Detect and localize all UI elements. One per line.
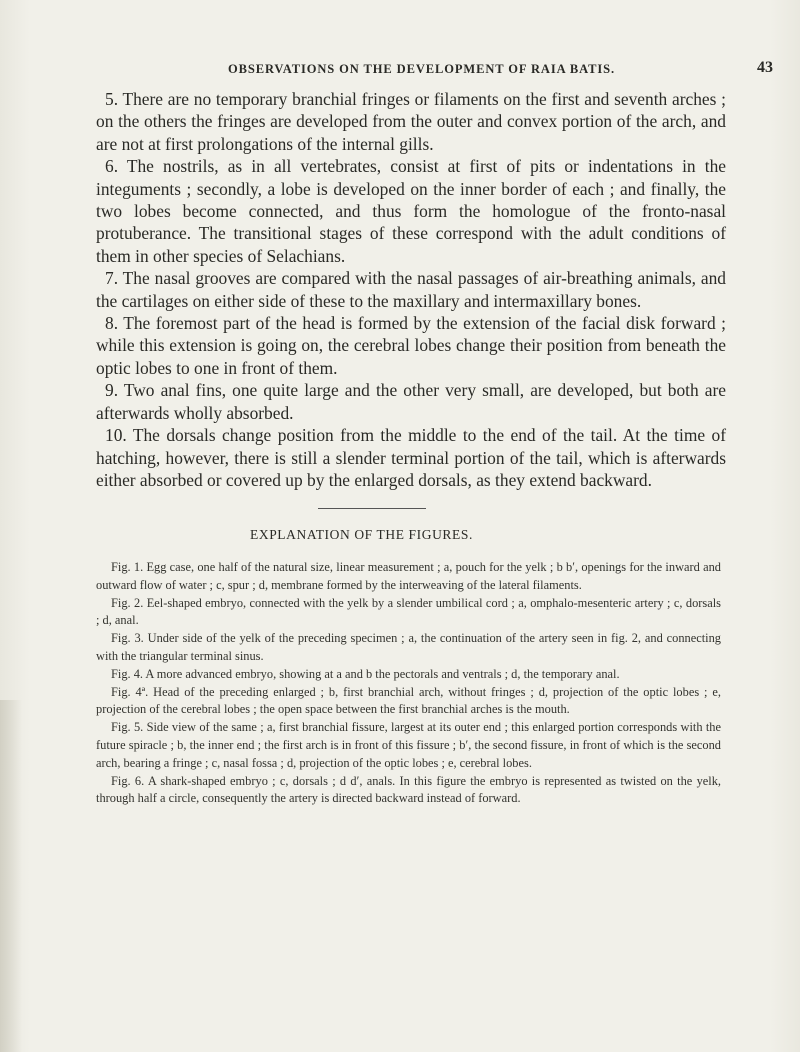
page-number: 43: [757, 59, 773, 76]
caption-fig-5: Fig. 5. Side view of the same ; a, first branchial fissure, largest at its outer end ; this enlarged portion corresponds with the future spiracle ; b, the inner end ; the first arch is in front of this fissure ; b′, the second fissure, in front of which is the second arch, bearing a fringe ; c, nasal fossa ; d, projection of the optic lobes ; e, cerebral lobes.: [96, 720, 721, 770]
running-head: OBSERVATIONS ON THE DEVELOPMENT OF RAIA BATIS.: [228, 62, 615, 76]
caption-fig-4: Fig. 4. A more advanced embryo, showing at a and b the pectorals and ventrals ; d, the temporary anal.: [111, 666, 620, 681]
caption-fig-4a: Fig. 4ª. Head of the preceding enlarged ; b, first branchial arch, without fringes ; d, projection of the optic lobes ; e, projection of the cerebral lobes ; the open space between the first branchial arches is the mouth.: [96, 684, 721, 717]
caption-fig-3: Fig. 3. Under side of the yelk of the preceding specimen ; a, the continuation of the artery seen in fig. 2, and connecting with the triangular terminal sinus.: [96, 631, 721, 663]
paragraph-7: 7. The nasal grooves are compared with the nasal passages of air-breathing animals, and the cartilages on either side of these to the maxillary and intermaxillary bones.: [96, 268, 726, 311]
page-header: [0, 59, 800, 82]
caption-fig-6: Fig. 6. A shark-shaped embryo ; c, dorsals ; d d′, anals. In this figure the embryo is represented as twisted on the yelk, through half a circle, consequently the artery is directed backward instead of forward.: [96, 773, 721, 806]
paragraph-8: 8. The foremost part of the head is formed by the extension of the facial disk forward ; while this extension is going on, the cerebral lobes change their position from beneath the optic lobes to one in front of them.: [96, 313, 726, 378]
body-text: [96, 88, 726, 491]
section-title: EXPLANATION OF THE FIGURES.: [250, 527, 473, 542]
paragraph-5: 5. There are no temporary branchial fringes or filaments on the first and seventh arches ; on the others the fringes are developed from the outer and convex portion of the arch, and are not at first prolongations of the internal gills.: [96, 89, 726, 154]
paragraph-10: 10. The dorsals change position from the middle to the end of the tail. At the time of hatching, however, there is still a slender terminal portion of the tail, which is afterwards either absorbed or covered up by the enlarged dorsals, as they extend backward.: [96, 425, 726, 490]
paragraph-6: 6. The nostrils, as in all vertebrates, consist at first of pits or indentations in the integuments ; secondly, a lobe is developed on the inner border of each ; and finally, the two lobes become connected, and thus form the homologue of the fronto-nasal protuberance. The transitional stages of these correspond with the adult conditions of them in other species of Selachians.: [96, 156, 726, 266]
caption-fig-2: Fig. 2. Eel-shaped embryo, connected with the yelk by a slender umbilical cord ; a, omphalo-mesenteric artery ; c, dorsals ; d, anal.: [96, 595, 721, 628]
page-edge-shadow: [0, 700, 22, 1052]
paragraph-9: 9. Two anal fins, one quite large and the other very small, are developed, but both are afterwards wholly absorbed.: [96, 380, 726, 423]
figure-captions: [96, 559, 721, 808]
section-divider: [318, 508, 426, 509]
caption-fig-1: Fig. 1. Egg case, one half of the natural size, linear measurement ; a, pouch for the yelk ; b b′, openings for the inward and outward flow of water ; c, spur ; d, membrane formed by the interweaving of the lateral filaments.: [96, 560, 721, 592]
